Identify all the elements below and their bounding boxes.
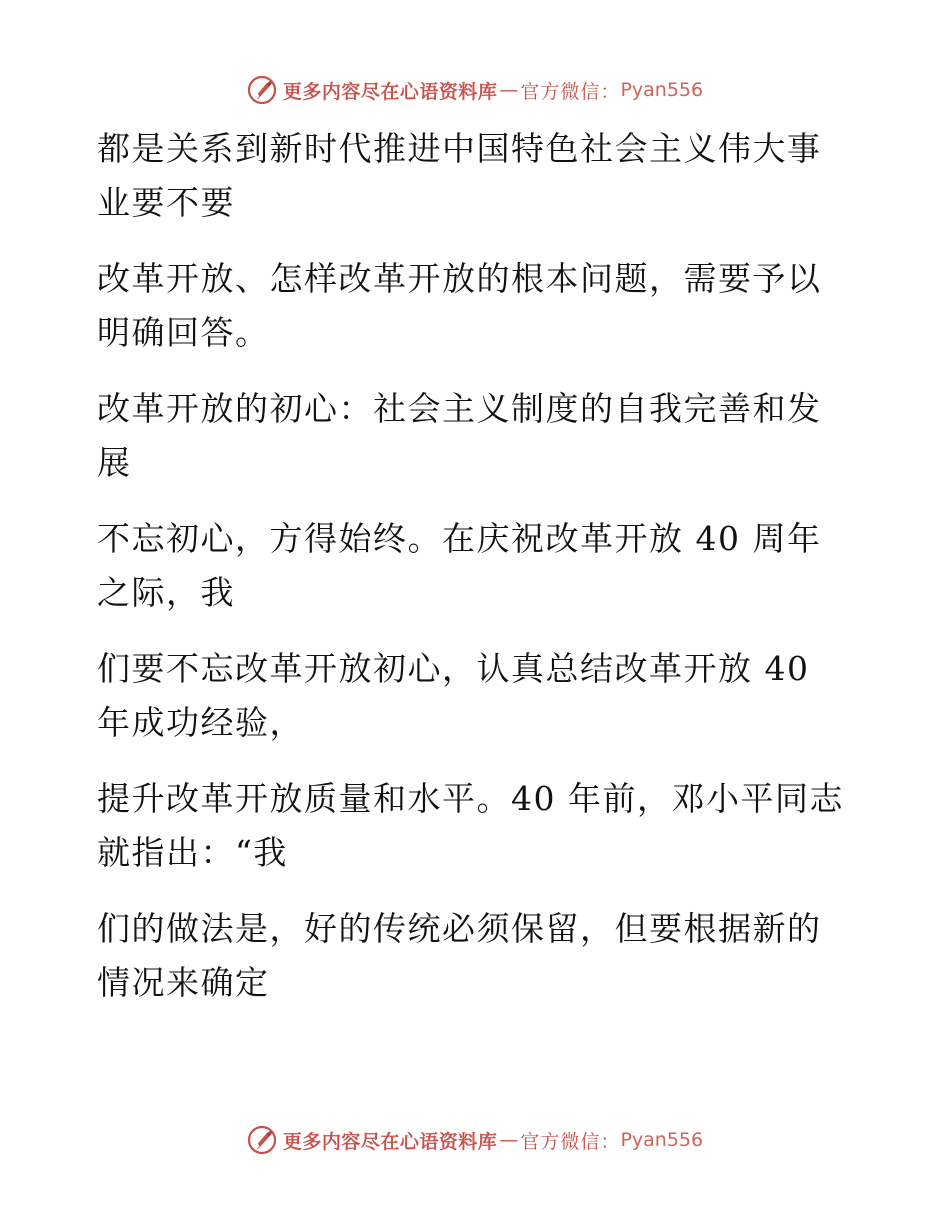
- watermark-title: 更多内容尽在心语资料库: [282, 80, 498, 103]
- text-line: 业要不要: [97, 183, 235, 222]
- paragraph: [97, 642, 857, 750]
- text-line: 展: [97, 443, 132, 482]
- watermark-dash: —: [499, 79, 519, 101]
- text-line: 情况来确定: [97, 963, 270, 1002]
- text-line: 年成功经验，: [97, 703, 304, 742]
- paragraph: [97, 382, 857, 490]
- text-line: 不忘初心，方得始终。在庆祝改革开放 40 周年: [97, 519, 822, 558]
- watermark-wechat-id: Pyan556: [620, 79, 704, 101]
- watermark-dash: —: [499, 1129, 519, 1151]
- footer-watermark: [0, 1122, 950, 1158]
- text-line: 们的做法是，好的传统必须保留，但要根据新的: [97, 909, 822, 948]
- pen-nib-logo-icon: [247, 75, 277, 105]
- watermark-wechat-id: Pyan556: [620, 1129, 704, 1151]
- text-line: 都是关系到新时代推进中国特色社会主义伟大事: [97, 129, 822, 168]
- text-line: 之际，我: [97, 573, 235, 612]
- paragraph: [97, 772, 857, 880]
- text-line: 们要不忘改革开放初心，认真总结改革开放 40: [97, 649, 810, 688]
- watermark-wechat-label: 官方微信：: [520, 1130, 621, 1153]
- paragraph: [97, 902, 857, 1010]
- watermark-wechat-label: 官方微信：: [520, 80, 621, 103]
- text-line: 明确回答。: [97, 313, 270, 352]
- text-line: 就指出：“我: [97, 833, 288, 872]
- paragraph: [97, 512, 857, 620]
- watermark-title: 更多内容尽在心语资料库: [282, 1130, 498, 1153]
- text-line: 改革开放的初心：社会主义制度的自我完善和发: [97, 389, 822, 428]
- pen-nib-logo-icon: [247, 1125, 277, 1155]
- document-body: [97, 122, 857, 1032]
- header-watermark: [0, 72, 950, 108]
- paragraph: [97, 252, 857, 360]
- text-line: 提升改革开放质量和水平。40 年前，邓小平同志: [97, 779, 844, 818]
- text-line: 改革开放、怎样改革开放的根本问题，需要予以: [97, 259, 822, 298]
- paragraph: [97, 122, 857, 230]
